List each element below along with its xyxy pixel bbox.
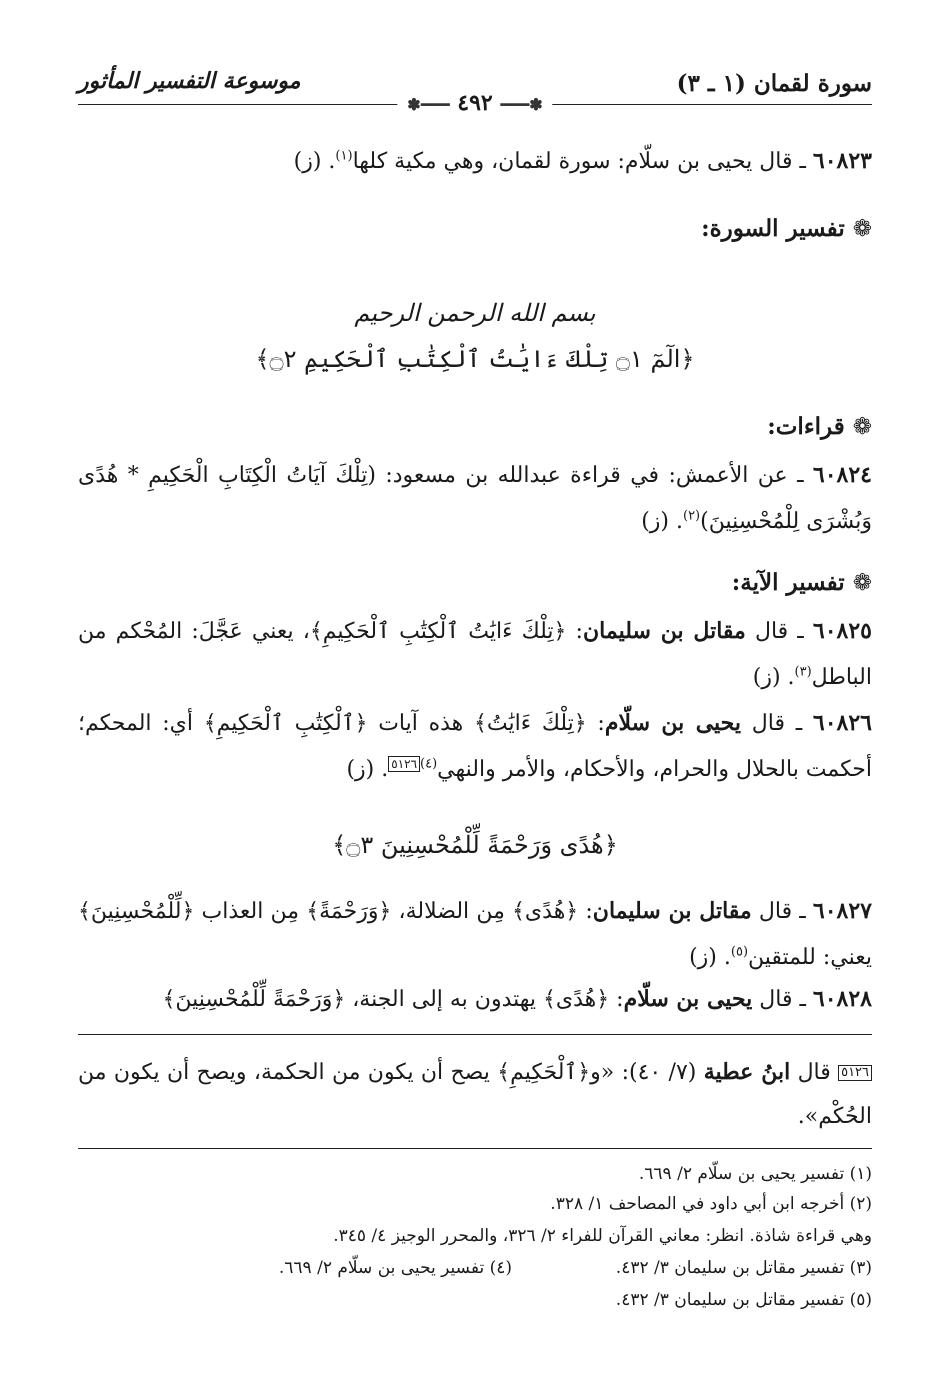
flower-icon: ❁ [852,216,872,242]
narration-tail: . (ز) [689,945,731,970]
narration-60826 [78,700,872,793]
narration-text: ـ قال يحيى بن سلّام: سورة لقمان، وهي مكية كلها [352,149,813,174]
footnote-2: (٢) أخرجه ابن أبي داود في المصاحف ١/ ٣٢٨. [550,1194,872,1214]
ornament-icon: ━━━✽ [407,95,450,114]
commentary-text: (٧/ ٤٠): «و﴿ٱلْحَكِيمِ﴾ يصح أن يكون من الحكمة، ويصح أن يكون من الحُكْم». [78,1060,872,1129]
surah-title: سورة لقمان (١ ـ ٣) [676,70,872,97]
commentary-text: قال [790,1060,839,1085]
narrator-name: يحيى بن سلّام [623,986,753,1012]
footnote-1: (١) تفسير يحيى بن سلّام ٢/ ٦٦٩. [638,1164,872,1184]
flower-icon: ❁ [852,570,872,596]
section-heading-ayah [78,560,872,606]
narration-tail: . (ز) [293,149,336,174]
narration-text: : ﴿تِلْكَ ءَايَٰتُ﴾ هذه آيات ﴿ٱلْكِتَٰبِ ٱلْحَكِيمِ﴾ أي: المحكم؛ أحكمت بالحلال والحرام، والأحكام، والأمر والنهي [78,711,872,782]
narration-number: ٦٠٨٢٦ [812,710,872,736]
narration-number: ٦٠٨٢٨ [812,986,872,1012]
ornament-icon: ✽━━━ [500,95,543,114]
ayah-3: ﴿هُدًى وَرَحْمَةً لِّلْمُحْسِنِينَ ۝٣﴾ [332,831,618,859]
footnote-ref: (٥) [730,944,749,960]
narration-number: ٦٠٨٢٥ [812,618,872,644]
narrator-name: مقاتل بن سليمان [592,898,752,924]
section-heading-qiraat [78,404,872,450]
footnote-3: (٣) تفسير مقاتل بن سليمان ٣/ ٤٣٢. [615,1258,872,1278]
narration-text: ـ عن الأعمش: في قراءة عبدالله بن مسعود: (تِلْكَ آيَاتُ الْكِتَابِ الْحَكِيمِ * هُدًى وَبُشْرَى لِلْمُحْسِنِينَ) [78,463,872,534]
narration-number: ٦٠٨٢٤ [812,462,872,488]
footnote-ref: (٣) [794,664,812,680]
heading-text: تفسير الآية: [731,569,845,596]
narration-60828 [78,976,872,1023]
narrator-name: يحيى بن سلّام [604,710,742,736]
narration-number: ٦٠٨٢٣ [812,148,872,174]
footnotes-separator [78,1148,872,1149]
section-heading-surah [78,206,872,252]
narration-text: ـ قال [752,987,813,1012]
footnote-5: (٥) تفسير مقاتل بن سليمان ٣/ ٤٣٢. [615,1290,872,1310]
basmala: بسم الله الرحمن الرحيم [354,299,596,327]
narration-text: ـ قال [751,899,813,924]
narration-text: ـ قال [741,711,813,736]
footnote-2-note: وهي قراءة شاذة. انظر: معاني القرآن للفراء ٢/ ٣٢٦، والمحرر الوجيز ٤/ ٣٤٥. [333,1226,872,1246]
ayah-1-2: ﴿الٓمٓ ۝١ تِلْكَ ءَايَٰتُ ٱلْكِتَٰبِ ٱلْحَكِيمِ ۝٢﴾ [255,345,695,373]
page-header [78,60,872,116]
narrator-name: مقاتل بن سليمان [582,618,746,644]
commentary-separator [78,1034,872,1035]
narration-text: : ﴿تِلْكَ ءَايَٰتُ ٱلْكِتَٰبِ ٱلْحَكِيمِ﴾، يعني عَجَّلَ: المُحْكم من الباطل [78,619,872,690]
narration-text: : ﴿هُدًى﴾ يهتدون به إلى الجنة، ﴿وَرَحْمَةً لِّلْمُحْسِنِينَ﴾ [162,987,624,1012]
footnote-ref: (٢) [682,508,701,524]
commentary-id-box: ٥١٢٦ [838,1065,872,1081]
narration-text: ـ قال [745,619,813,644]
footnote-ref: (٤) [420,756,438,772]
footnote-4: (٤) تفسير يحيى بن سلّام ٢/ ٦٦٩. [278,1258,512,1278]
book-title: موسوعة التفسير المأثور [78,68,301,94]
footnote-row-3-4 [78,1252,872,1284]
narration-text: : ﴿هُدًى﴾ مِن الضلالة، ﴿وَرَحْمَةً﴾ مِن العذاب ﴿لِّلْمُحْسِنِينَ﴾ يعني: للمتقين [78,899,872,970]
narration-60827 [78,888,872,981]
footnote-ref: (١) [335,148,353,164]
heading-text: تفسير السورة: [701,215,845,242]
narration-tail: . (ز) [641,509,683,534]
page-number-block [397,90,552,116]
commentator-name: ابنُ عطية [703,1059,791,1085]
flower-icon: ❁ [852,414,872,440]
heading-text: قراءات: [767,413,845,440]
commentary-note [78,1050,872,1139]
commentary-ref-box[interactable]: ٥١٢٦ [388,756,420,772]
narration-tail: . (ز) [752,665,795,690]
narration-60825 [78,608,872,701]
narration-number: ٦٠٨٢٧ [812,898,872,924]
narration-tail: . (ز) [346,757,389,782]
narration-60823 [78,138,872,185]
page-number: ٤٩٢ [457,90,493,116]
narration-60824 [78,452,872,545]
